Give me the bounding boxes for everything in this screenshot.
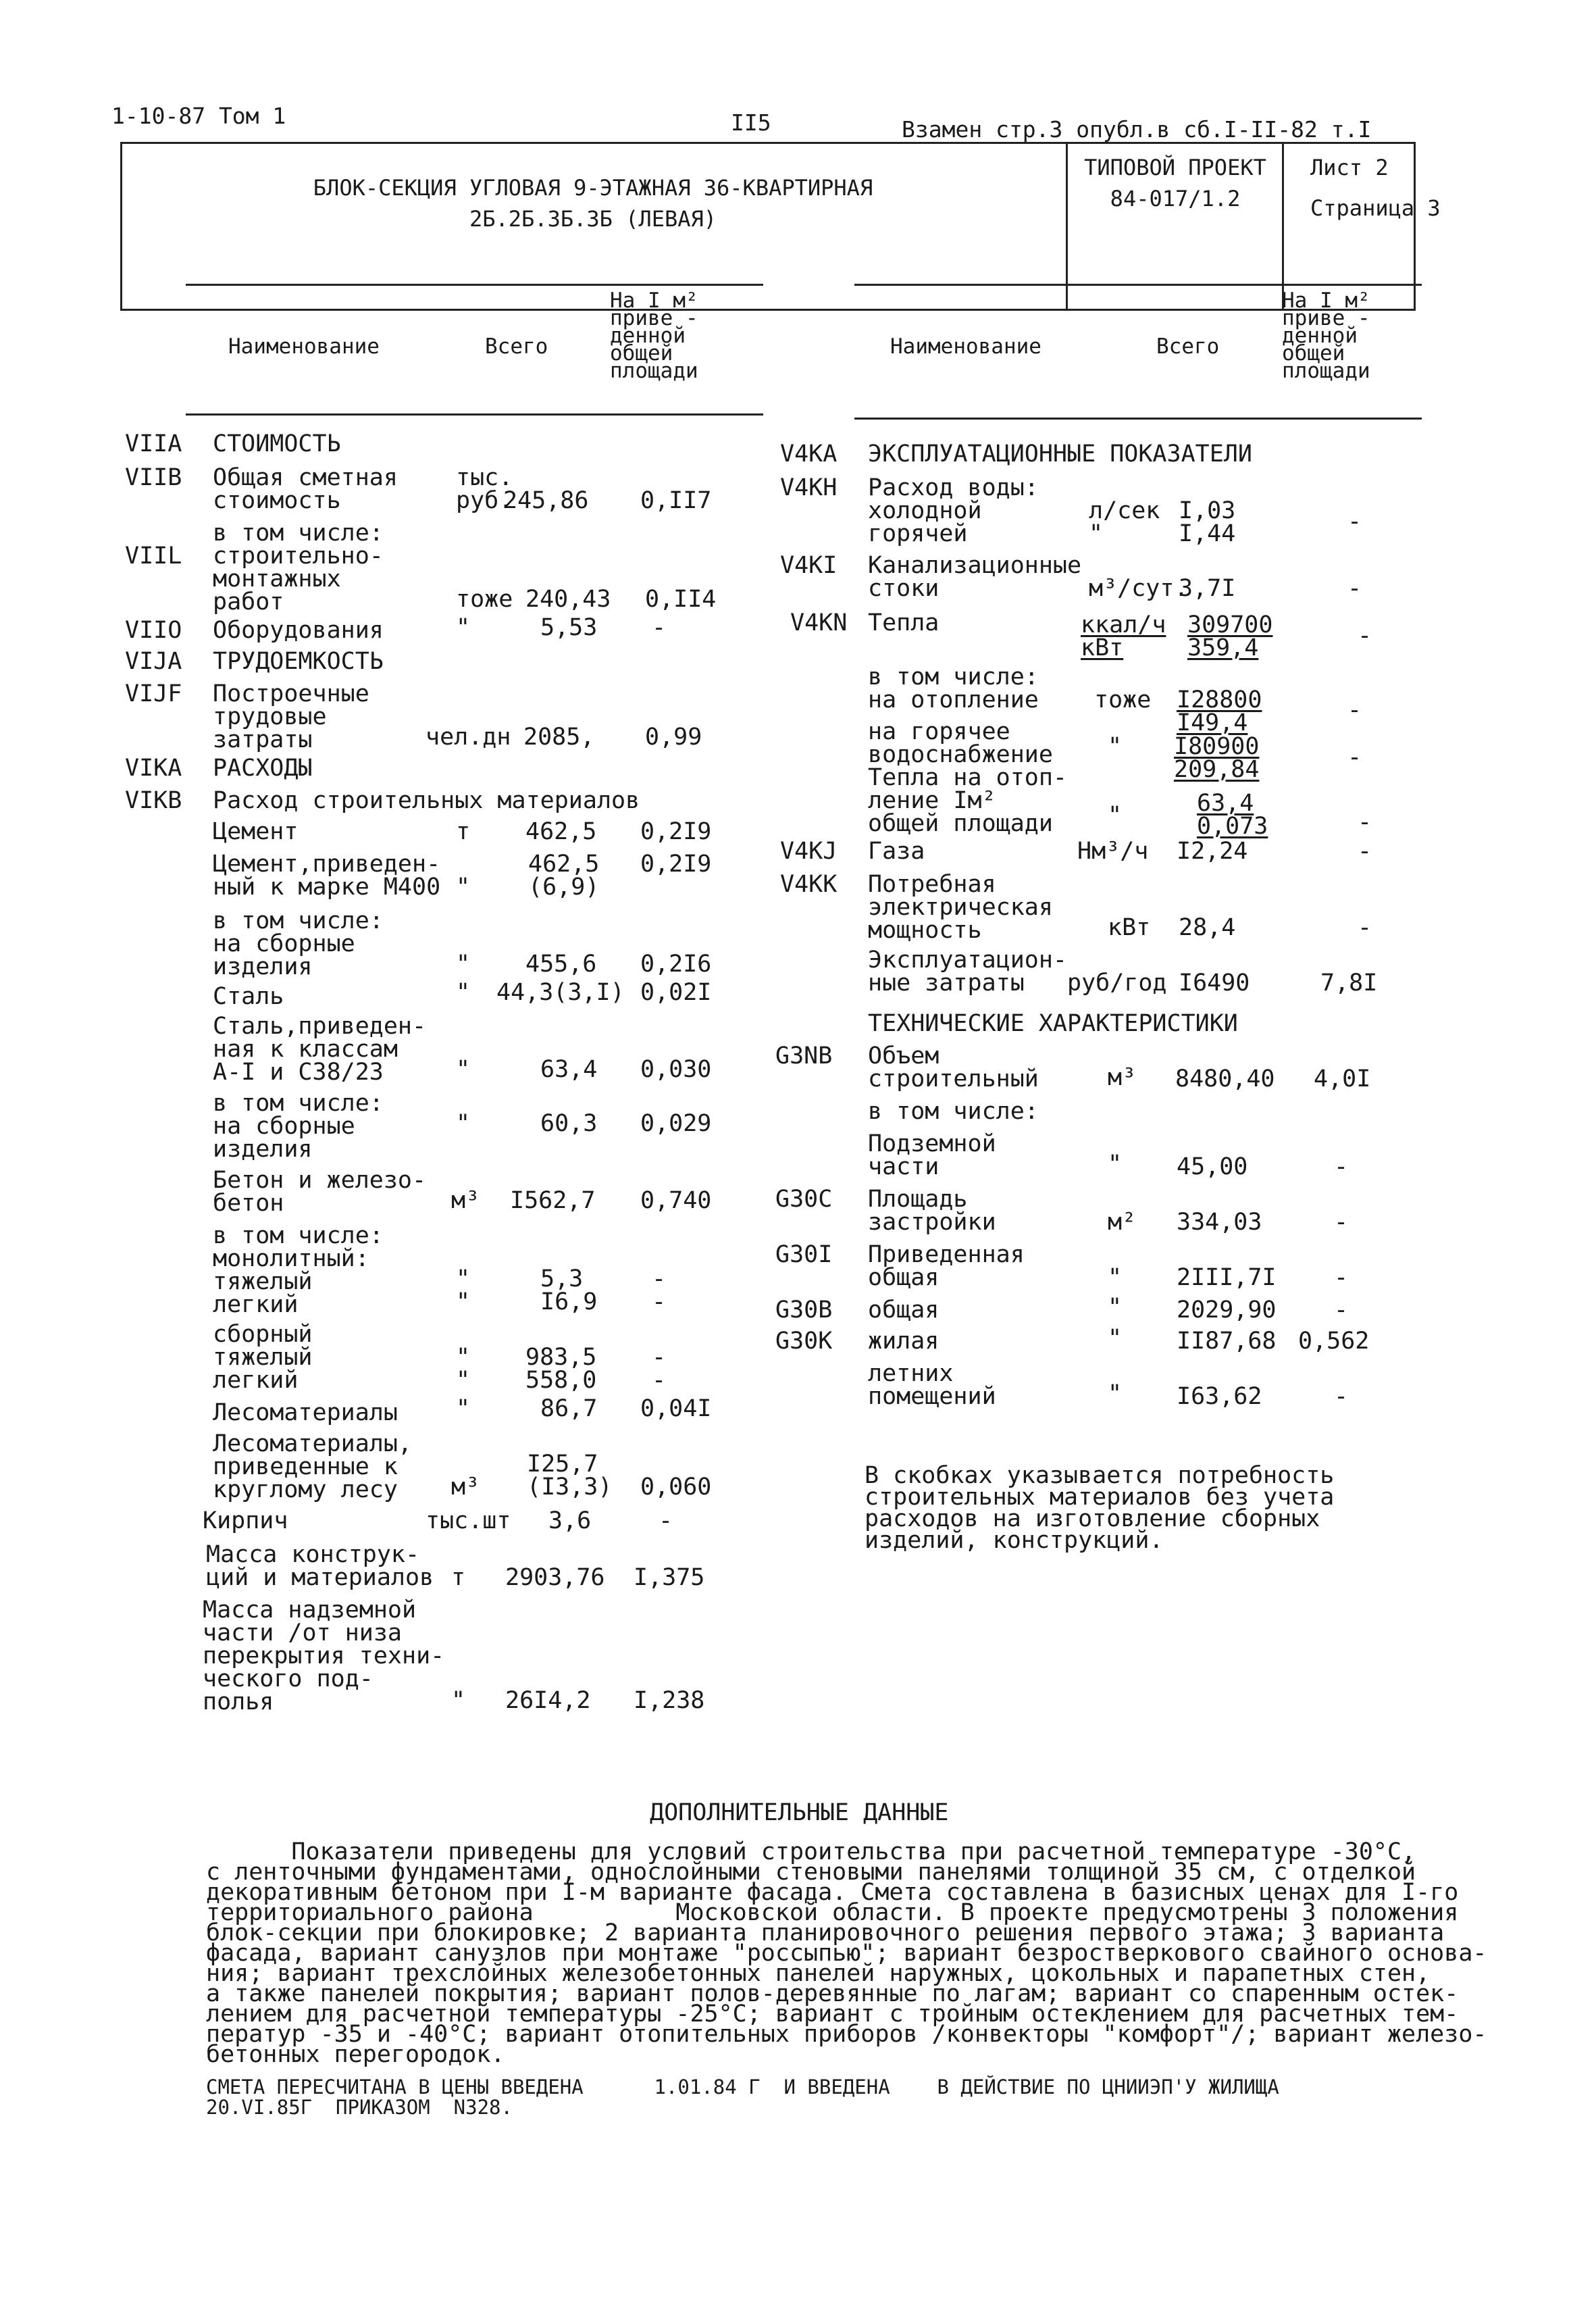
row-unit: Нм³/ч: [1077, 838, 1149, 865]
row-per-m2: -: [1334, 1153, 1349, 1180]
row-name: Сталь,приведен- ная к классам А-I и С38/23: [213, 1013, 427, 1086]
row-per-m2: -: [1334, 1383, 1349, 1410]
row-total: 28,4: [1179, 914, 1236, 941]
row-name: ТЕХНИЧЕСКИЕ ХАРАКТЕРИСТИКИ: [868, 1010, 1238, 1037]
row-name: сборный тяжелый легкий: [213, 1321, 313, 1394]
row-unit: тоже: [1094, 686, 1152, 713]
row-name: Цемент,приведен- ный к марке М400: [213, 851, 441, 901]
row-per-m2: 4,0I: [1314, 1065, 1371, 1092]
row-total: 309700 359,4: [1187, 611, 1273, 661]
document-title-line-1: БЛОК-СЕКЦИЯ УГЛОВАЯ 9-ЭТАЖНАЯ 36-КВАРТИРНАЯ: [313, 175, 873, 201]
row-total: 2085,: [523, 724, 595, 751]
row-unit: ": [1108, 802, 1123, 829]
row-per-m2: -: [1347, 697, 1362, 724]
row-unit: ": [456, 979, 471, 1006]
row-name: Площадь застройки: [868, 1186, 996, 1236]
row-unit: ": [1108, 1380, 1123, 1407]
right-column-name-header: Наименование: [890, 334, 1041, 359]
row-unit: руб/год: [1067, 970, 1167, 997]
brackets-note: В скобках указывается потребность строительных материалов без учета расходов на изготовление сборных изделий, конструкций.: [865, 1462, 1335, 1554]
row-per-m2: -: [1334, 1264, 1349, 1291]
row-code: G3NB: [775, 1042, 833, 1070]
row-per-m2: -: [1347, 508, 1362, 535]
header-top-rule-left: [186, 284, 763, 286]
row-name: Лесоматериалы: [213, 1399, 398, 1426]
row-total: I28800 I49,4: [1177, 686, 1262, 736]
row-name: ЭКСПЛУАТАЦИОННЫЕ ПОКАЗАТЕЛИ: [868, 441, 1252, 468]
row-code: VIJF: [125, 680, 182, 707]
row-per-m2: 0,2I9: [640, 818, 712, 845]
row-total: 3,6: [548, 1507, 592, 1534]
row-total: 983,5 558,0: [525, 1344, 597, 1394]
row-unit: ": [1108, 1264, 1123, 1291]
project-label: ТИПОВОЙ ПРОЕКТ: [1084, 155, 1266, 180]
row-per-m2: 0,740: [640, 1187, 712, 1214]
row-unit: ": [456, 1395, 471, 1422]
row-name: Тепла на отоп- ление Iм² общей площади: [868, 764, 1068, 837]
row-name: в том числе:: [868, 1098, 1039, 1125]
left-column-per-m2-header: На I м² приве - денной общей площади: [610, 288, 698, 383]
row-total: I2,24: [1177, 838, 1248, 865]
row-unit: чел.дн: [426, 724, 511, 751]
row-name: Цемент: [213, 818, 299, 845]
row-name: Оборудования: [213, 617, 384, 644]
row-code: V4KA: [780, 441, 838, 468]
row-unit: л/сек ": [1089, 497, 1160, 547]
row-per-m2: -: [659, 1507, 673, 1534]
row-total: 63,4: [540, 1056, 598, 1083]
row-per-m2: - -: [652, 1265, 667, 1315]
row-per-m2: -: [1358, 622, 1372, 649]
row-name: в том числе:: [213, 520, 384, 547]
row-per-m2: 0,029: [640, 1110, 712, 1137]
row-per-m2: -: [652, 614, 667, 641]
row-code: V4KN: [790, 609, 848, 636]
left-column-total-header: Всего: [485, 334, 548, 359]
row-code: VIIA: [125, 430, 182, 457]
row-unit: м³: [451, 1474, 480, 1501]
row-name: Объем строительный: [868, 1042, 1039, 1092]
row-per-m2: 0,030: [640, 1056, 712, 1083]
row-code: VIKA: [125, 755, 182, 782]
row-per-m2: -: [1334, 1209, 1349, 1236]
row-name: Канализационные стоки: [868, 552, 1082, 602]
row-per-m2: 0,II4: [645, 586, 717, 613]
row-total: 3,7I: [1179, 575, 1236, 602]
additional-data-title: ДОПОЛНИТЕЛЬНЫЕ ДАННЫЕ: [650, 1799, 949, 1826]
row-unit: ккал/ч кВт: [1081, 611, 1166, 661]
row-total: 462,5: [525, 818, 597, 845]
row-total: 8480,40: [1175, 1065, 1275, 1092]
row-total: 240,43: [525, 586, 611, 613]
header-bottom-rule-left: [186, 413, 763, 416]
row-name: ТРУДОЕМКОСТЬ: [213, 648, 384, 675]
row-name: Лесоматериалы, приведенные к круглому лесу: [213, 1430, 413, 1503]
row-code: VIJA: [125, 648, 182, 675]
row-total: 455,6: [525, 951, 597, 978]
row-per-m2: -: [1347, 744, 1362, 771]
row-per-m2: -: [1347, 575, 1362, 602]
page-number: II5: [731, 109, 771, 136]
row-per-m2: 0,II7: [640, 487, 712, 514]
row-code: G30C: [775, 1186, 833, 1213]
row-unit: м²: [1108, 1209, 1137, 1236]
row-code: G30B: [775, 1297, 833, 1324]
row-name: в том числе: на отопление: [868, 663, 1039, 713]
row-name: Подземной части: [868, 1130, 996, 1180]
row-name: РАСХОДЫ: [213, 755, 313, 782]
row-code: VIIL: [125, 543, 182, 570]
row-code: V4KJ: [780, 838, 838, 865]
row-total: 2903,76: [505, 1564, 605, 1591]
project-block: [1071, 152, 1280, 214]
row-name: на горячее водоснабжение: [868, 718, 1053, 768]
row-total: 60,3: [540, 1110, 598, 1137]
row-per-m2: 0,02I: [640, 979, 712, 1006]
row-name: Масса конструк- ций и материалов: [206, 1541, 434, 1591]
row-code: VIKB: [125, 787, 182, 814]
row-per-m2: -: [1358, 838, 1372, 865]
row-total: I25,7 (I3,3): [527, 1451, 613, 1501]
row-per-m2: -: [1334, 1297, 1349, 1324]
row-total: I562,7: [510, 1187, 596, 1214]
row-unit: ": [451, 1687, 466, 1714]
row-total: 2029,90: [1177, 1297, 1277, 1324]
row-name: в том числе: на сборные изделия: [213, 1090, 384, 1163]
row-total: 2III,7I: [1177, 1264, 1277, 1291]
project-code: 84-017/1.2: [1110, 186, 1241, 211]
row-unit: т: [451, 1564, 466, 1591]
row-unit: тыс.шт: [426, 1507, 511, 1534]
recalculation-footnote: СМЕТА ПЕРЕСЧИТАНА В ЦЕНЫ ВВЕДЕНА 1.01.84 Г И ВВЕДЕНА В ДЕЙСТВИЕ ПО ЦНИИЭП'У ЖИЛИЩА 20.VI.85Г ПРИКАЗОМ N328.: [206, 2076, 1279, 2119]
row-per-m2: 7,8I: [1320, 970, 1378, 997]
row-name: летних помещений: [868, 1360, 996, 1410]
row-unit: тыс. руб.: [456, 464, 513, 514]
row-total: I80900 209,84: [1174, 733, 1260, 783]
row-total: 5,3 I6,9: [540, 1265, 598, 1315]
row-unit: ": [456, 1110, 471, 1137]
row-unit: м³: [1108, 1064, 1137, 1091]
row-unit: м³/сут.: [1089, 575, 1189, 602]
row-total: 5,53: [540, 614, 598, 641]
row-name: Бетон и железо- бетон: [213, 1167, 427, 1217]
row-per-m2: 0,99: [645, 724, 702, 751]
row-per-m2: - -: [652, 1344, 667, 1394]
row-total: 26I4,2: [505, 1687, 591, 1714]
replacement-note: Взамен стр.3 опубл.в сб.I-II-82 т.I: [902, 116, 1372, 143]
row-per-m2: -: [1358, 914, 1372, 941]
row-name: Приведенная общая: [868, 1241, 1025, 1291]
row-name: жилая: [868, 1328, 939, 1355]
row-total: 45,00: [1177, 1153, 1248, 1180]
row-name: Расход строительных материалов: [213, 787, 640, 814]
row-name: общая: [868, 1297, 939, 1324]
row-total: II87,68: [1177, 1328, 1277, 1355]
row-code: V4KK: [780, 871, 838, 898]
row-unit: тоже: [456, 586, 513, 613]
header-top-rule-right: [854, 284, 1422, 286]
row-total: 245,86: [503, 487, 589, 514]
row-name: Общая сметная стоимость: [213, 464, 398, 514]
row-unit: ": [456, 951, 471, 978]
row-unit: ": [456, 614, 471, 641]
row-name: Кирпич: [203, 1507, 288, 1534]
row-unit: ": [1108, 733, 1123, 760]
row-per-m2: 0,562: [1298, 1328, 1370, 1355]
row-total: I,03 I,44: [1179, 497, 1236, 547]
row-total: 86,7: [540, 1395, 598, 1422]
row-code: G30K: [775, 1328, 833, 1355]
row-unit: ": [1108, 1294, 1123, 1321]
row-unit: ": [456, 1056, 471, 1083]
row-name: Тепла: [868, 609, 939, 636]
row-name: СТОИМОСТЬ: [213, 430, 341, 457]
row-total: I6490: [1179, 970, 1250, 997]
row-name: строительно- монтажных работ: [213, 543, 384, 615]
right-column-per-m2-header: На I м² приве - денной общей площади: [1282, 288, 1370, 383]
row-unit: кВт: [1108, 914, 1151, 941]
row-per-m2: 0,2I9: [640, 851, 712, 878]
document-reference: 1-10-87 Том 1: [111, 103, 286, 129]
row-per-m2: 0,2I6: [640, 951, 712, 978]
header-bottom-rule-right: [854, 418, 1422, 420]
row-unit: ": [1108, 1151, 1123, 1178]
row-name: Газа: [868, 838, 925, 865]
document-title: [120, 172, 1066, 234]
row-name: Эксплуатацион- ные затраты: [868, 947, 1068, 997]
row-code: V4KH: [780, 474, 838, 501]
row-unit: " ": [456, 1265, 471, 1315]
right-column-total-header: Всего: [1156, 334, 1220, 359]
row-unit: ": [456, 874, 471, 901]
row-name: Расход воды: холодной горячей: [868, 474, 1039, 547]
row-code: V4KI: [780, 552, 838, 579]
row-per-m2: 0,04I: [640, 1395, 712, 1422]
row-total: I63,62: [1177, 1383, 1262, 1410]
row-per-m2: -: [1358, 809, 1372, 836]
row-name: в том числе: на сборные изделия: [213, 907, 384, 980]
row-total: 462,5 (6,9): [528, 851, 600, 901]
row-total: 63,4 0,073: [1197, 790, 1268, 840]
row-unit: ": [1108, 1325, 1123, 1352]
row-per-m2: I,375: [634, 1564, 705, 1591]
row-unit: м³: [451, 1187, 480, 1214]
row-name: в том числе: монолитный: тяжелый легкий: [213, 1222, 384, 1318]
row-unit: т: [456, 818, 471, 845]
additional-data-text: Показатели приведены для условий строительства при расчетной температуре -30°С, с ленточными фундаментами, однослойными стеновыми панелями толщиной 35 см, с отделкой декоративным бетоном при I-м варианте фасада. Смета составлена в базисных ценах для I-го территориального района Московской области. В проекте предусмотрены 3 положения блок-секции при блокировке; 2 варианта планировочного решения первого этажа; 3 варианта фасада, вариант санузлов при монтаже "россыпью"; вариант безростверкового свайного основа- ния; вариант трехслойных железобетонных панелей наружных, цокольных и парапетных стен, а также панелей покрытия; вариант полов-деревянные по лагам; вариант со спаренным остек- лением для расчетной температуры -25°С; вариант с тройным остеклением для расчетных тем- ператур -35 и -40°С; вариант отопительных приборов /конвекторы "комфорт"/; вариант железо- бетонных перегородок.: [206, 1838, 1487, 2068]
row-name: Сталь: [213, 983, 284, 1010]
row-total: 334,03: [1177, 1209, 1262, 1236]
row-total: 44,3(3,I): [496, 979, 625, 1006]
left-column-name-header: Наименование: [228, 334, 380, 359]
document-title-line-2: 2Б.2Б.3Б.3Б (ЛЕВАЯ): [469, 206, 717, 232]
row-code: G30I: [775, 1241, 833, 1268]
row-name: Масса надземной части /от низа перекрытия техни- ческого под- полья: [203, 1596, 445, 1715]
row-name: Потребная электрическая мощность: [868, 871, 1053, 944]
row-per-m2: I,238: [634, 1687, 705, 1714]
sheet-label: Лист 2: [1310, 155, 1389, 180]
row-name: Построечные трудовые затраты: [213, 680, 369, 753]
row-unit: " ": [456, 1344, 471, 1394]
row-per-m2: 0,060: [640, 1474, 712, 1501]
page-label: Страница 3: [1310, 195, 1441, 221]
row-code: VIIB: [125, 464, 182, 491]
row-code: VIIO: [125, 617, 182, 644]
